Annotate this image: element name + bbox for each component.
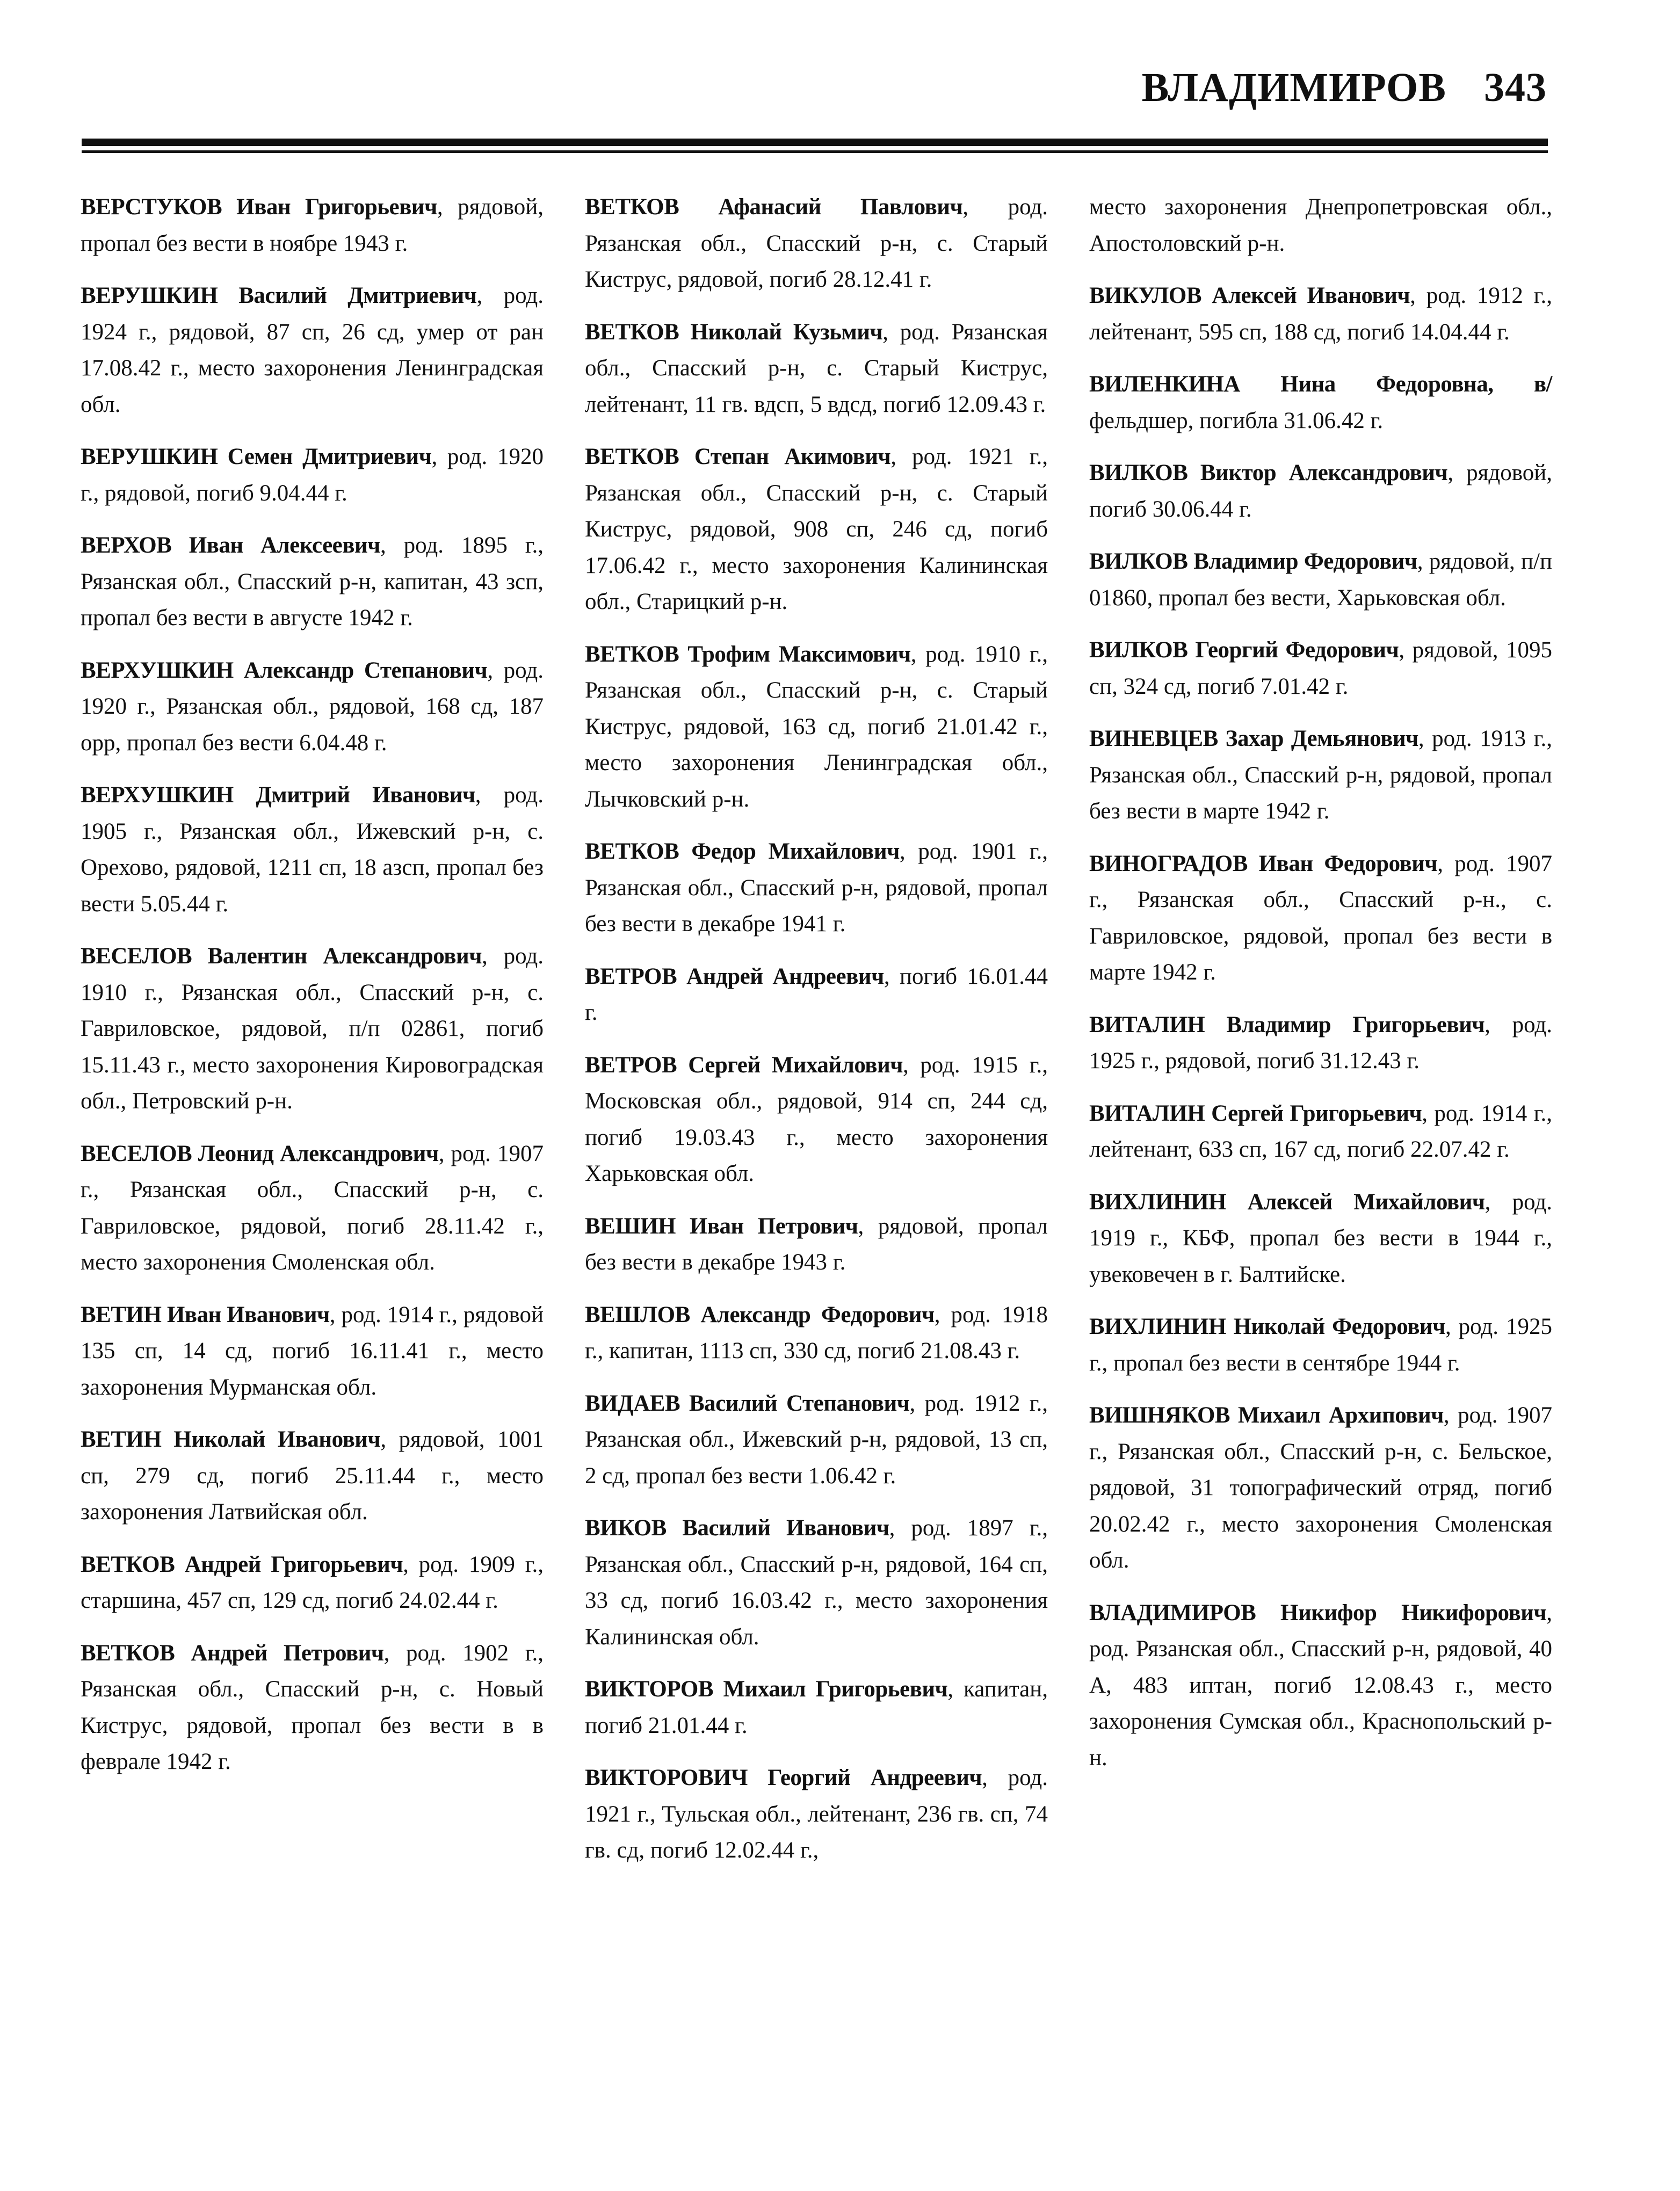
list-item [81, 1421, 544, 1530]
entry-name: ВЕШИН Иван Петрович [585, 1213, 858, 1239]
entry-details: , род. 1902 г., Рязанская обл., Спасский р-н, с. Новый Киструс, рядовой, пропал без вести в в феврале 1942 г. [81, 1640, 544, 1774]
list-item [81, 938, 544, 1120]
entry-details: фельдшер, погибла 31.06.42 г. [1089, 408, 1384, 433]
entry-name: ВИНЕВЦЕВ Захар Демьянович [1089, 726, 1418, 751]
entry-details: , рядовой, п/п 01860, пропал без вести, Харьковская обл. [1089, 549, 1552, 611]
list-item [585, 1047, 1048, 1192]
entry-name: ВЛАДИМИРОВ Никифор Никифорович [1089, 1600, 1547, 1626]
entry-name: ВЕТИН Николай Иванович [81, 1427, 381, 1452]
list-item [585, 1297, 1048, 1369]
list-item [81, 189, 544, 262]
list-item [585, 1671, 1048, 1744]
entry-name: ВЕТКОВ Андрей Петрович [81, 1640, 384, 1666]
entry-details: , род. 1921 г., Рязанская обл., Спасский р-н, с. Старый Киструс, рядовой, 908 сп, 246 сд, погиб 17.06.42 г., место захоронения Калининская обл., Старицкий р-н. [585, 444, 1048, 614]
entry-name: ВЕРУШКИН Семен Дмитриевич [81, 444, 432, 469]
entry-details: , род. 1907 г., Рязанская обл., Спасский р-н., с. Гавриловское, рядовой, пропал без вести в марте 1942 г. [1089, 851, 1552, 985]
list-item [585, 1385, 1048, 1494]
list-item [1089, 1096, 1552, 1168]
list-item [585, 833, 1048, 942]
entry-details: , род. 1918 г., капитан, 1113 сп, 330 сд, погиб 21.08.43 г. [585, 1302, 1048, 1363]
entry-name: ВЕТКОВ Трофим Максимович [585, 641, 911, 667]
entry-name: ВИЛЕНКИНА Нина Федоровна, в/ [1089, 372, 1552, 397]
entry-details: , род. 1907 г., Рязанская обл., Спасский р-н, с. Гавриловское, рядовой, погиб 28.11.42 г., место захоронения Смоленская обл. [81, 1141, 544, 1275]
entry-details: , род. Рязанская обл., Спасский р-н, с. Старый Киструс, рядовой, погиб 28.12.41 г. [585, 194, 1048, 292]
entry-name: ВЕТКОВ Андрей Григорьевич [81, 1551, 403, 1577]
list-item [585, 1510, 1048, 1655]
entry-details: , род. 1912 г., Рязанская обл., Ижевский р-н, рядовой, 13 сп, 2 сд, пропал без вести 1.06.42 г. [585, 1390, 1048, 1489]
list-item [585, 959, 1048, 1031]
list-item [1089, 1309, 1552, 1381]
entry-details: , род. 1915 г., Московская обл., рядовой, 914 сп, 244 сд, погиб 19.03.43 г., место захоронения Харьковская обл. [585, 1052, 1048, 1186]
entry-details: , род. 1920 г., рядовой, погиб 9.04.44 г. [81, 444, 544, 506]
list-item [1089, 278, 1552, 350]
entry-details: , род. 1925 г., пропал без вести в сентябре 1944 г. [1089, 1314, 1552, 1376]
list-item [585, 1208, 1048, 1281]
entry-details: , род. 1897 г., Рязанская обл., Спасский р-н, рядовой, 164 сп, 33 сд, погиб 16.03.42 г., место захоронения Калининская обл. [585, 1515, 1048, 1650]
entry-details: , рядовой, пропал без вести в декабре 1943 г. [585, 1213, 1048, 1275]
list-item [1089, 721, 1552, 830]
entry-details: , род. 1905 г., Рязанская обл., Ижевский р-н, с. Орехово, рядовой, 1211 сп, 18 азсп, пропал без вести 5.05.44 г. [81, 782, 544, 917]
entry-name: ВИНОГРАДОВ Иван Федорович [1089, 851, 1438, 876]
entry-details: , род. 1921 г., Тульская обл., лейтенант, 236 гв. сп, 74 гв. сд, погиб 12.02.44 г., [585, 1765, 1048, 1863]
entry-name: ВЕРХУШКИН Александр Степанович [81, 657, 488, 683]
header-rule-thin [82, 150, 1548, 153]
entry-details: , род. 1913 г., Рязанская обл., Спасский р-н, рядовой, пропал без вести в марте 1942 г. [1089, 726, 1552, 824]
list-item [1089, 1007, 1552, 1079]
list-item [1089, 846, 1552, 991]
list-item [1089, 632, 1552, 705]
entry-details: , род. 1901 г., Рязанская обл., Спасский р-н, рядовой, пропал без вести в декабре 1941 г. [585, 839, 1048, 937]
entry-name: ВЕТКОВ Степан Акимович [585, 444, 891, 469]
entry-name: ВЕТКОВ Афанасий Павлович [585, 194, 963, 220]
entry-name: ВЕТРОВ Сергей Михайлович [585, 1052, 903, 1078]
entry-details: , род. 1912 г., лейтенант, 595 сп, 188 сд, погиб 14.04.44 г. [1089, 283, 1552, 345]
entry-name: ВИЛКОВ Георгий Федорович [1089, 637, 1399, 663]
entry-details: , рядовой, 1095 сп, 324 сд, погиб 7.01.42 г. [1089, 637, 1552, 699]
list-item [1089, 189, 1552, 262]
entry-name: ВИКОВ Василий Иванович [585, 1515, 889, 1541]
entry-name: ВИЛКОВ Виктор Александрович [1089, 460, 1448, 485]
list-item [1089, 543, 1552, 616]
entry-name: ВЕТКОВ Николай Кузьмич [585, 319, 883, 345]
entry-name: ВЕТКОВ Федор Михайлович [585, 839, 900, 864]
list-item [1089, 1595, 1552, 1776]
header-rule-thick [82, 139, 1548, 146]
list-item [81, 1136, 544, 1281]
entry-name: ВИШНЯКОВ Михаил Архипович [1089, 1403, 1444, 1428]
list-item [585, 314, 1048, 423]
entry-name: ВЕРСТУКОВ Иван Григорьевич [81, 194, 437, 220]
list-item [81, 527, 544, 636]
entry-name: ВЕРУШКИН Василий Дмитриевич [81, 283, 477, 308]
entry-details: , род. 1909 г., старшина, 457 сп, 129 сд, погиб 24.02.44 г. [81, 1551, 544, 1613]
running-head [1142, 64, 1547, 111]
entry-name: ВИТАЛИН Сергей Григорьевич [1089, 1100, 1422, 1126]
entry-name: ВЕРХУШКИН Дмитрий Иванович [81, 782, 475, 808]
list-item [81, 439, 544, 511]
list-item [1089, 1397, 1552, 1579]
entry-name: ВЕТРОВ Андрей Андреевич [585, 963, 884, 989]
entry-name: ВИЛКОВ Владимир Федорович [1089, 549, 1417, 574]
text-columns [81, 189, 1552, 1885]
entry-details: , род. 1924 г., рядовой, 87 сп, 26 сд, умер от ран 17.08.42 г., место захоронения Ленинградская обл. [81, 283, 544, 417]
entry-details: , род. 1914 г., рядовой 135 сп, 14 сд, погиб 16.11.41 г., место захоронения Мурманская обл. [81, 1302, 544, 1400]
list-item [81, 1297, 544, 1406]
entry-details: , род. 1895 г., Рязанская обл., Спасский р-н, капитан, 43 зсп, пропал без вести в августе 1942 г. [81, 533, 544, 630]
column-1 [81, 189, 544, 1885]
entry-name: ВИХЛИНИН Алексей Михайлович [1089, 1189, 1485, 1215]
entry-name: ВИТАЛИН Владимир Григорьевич [1089, 1012, 1485, 1038]
list-item [1089, 455, 1552, 527]
list-item [585, 439, 1048, 620]
entry-details: , род. 1920 г., Рязанская обл., рядовой, 168 сд, 187 орр, пропал без вести 6.04.48 г. [81, 657, 544, 756]
entry-name: ВИКУЛОВ Алексей Иванович [1089, 283, 1410, 308]
entry-name: ВЕСЕЛОВ Леонид Александрович [81, 1141, 439, 1166]
entry-details: , род. Рязанская обл., Спасский р-н, рядовой, 40 А, 483 иптан, погиб 12.08.43 г., место захоронения Сумская обл., Краснопольский р-н. [1089, 1600, 1552, 1771]
running-head-title: ВЛАДИМИРОВ [1141, 65, 1446, 110]
list-item [81, 278, 544, 423]
list-item [1089, 366, 1552, 439]
entry-details: , рядовой, пропал без вести в ноябре 1943 г. [81, 194, 544, 256]
entry-details: , род. 1910 г., Рязанская обл., Спасский р-н, с. Гавриловское, рядовой, п/п 02861, погиб 15.11.43 г., место захоронения Кировоградская обл., Петровский р-н. [81, 944, 544, 1114]
entry-name: ВИХЛИНИН Николай Федорович [1089, 1314, 1445, 1339]
entry-details: , рядовой, 1001 сп, 279 сд, погиб 25.11.44 г., место захоронения Латвийская обл. [81, 1427, 544, 1525]
entry-name: ВЕСЕЛОВ Валентин Александрович [81, 944, 482, 969]
list-item [81, 1547, 544, 1619]
entry-details: , род. 1914 г., лейтенант, 633 сп, 167 сд, погиб 22.07.42 г. [1089, 1100, 1552, 1162]
entry-name: ВЕРХОВ Иван Алексеевич [81, 533, 380, 558]
entry-details: , рядовой, погиб 30.06.44 г. [1089, 460, 1552, 522]
list-item [585, 1760, 1048, 1869]
list-item [81, 777, 544, 922]
list-item [1089, 1184, 1552, 1293]
entry-details: , род. 1919 г., КБФ, пропал без вести в 1944 г., увековечен в г. Балтийске. [1089, 1189, 1552, 1287]
list-item [585, 636, 1048, 818]
page-number: 343 [1484, 65, 1547, 110]
list-item [81, 1635, 544, 1780]
entry-details: , род. Рязанская обл., Спасский р-н, с. Старый Киструс, лейтенант, 11 гв. вдсп, 5 вдсд, погиб 12.09.43 г. [585, 319, 1048, 417]
list-item [81, 652, 544, 761]
list-item [585, 189, 1048, 298]
entry-details: место захоронения Днепропетровская обл., Апостоловский р-н. [1089, 194, 1552, 256]
entry-details: , род. 1907 г., Рязанская обл., Спасский р-н, с. Бельское, рядовой, 31 топографический отряд, погиб 20.02.42 г., место захоронения Смоленская обл. [1089, 1403, 1552, 1573]
entry-details: , род. 1910 г., Рязанская обл., Спасский р-н, с. Старый Киструс, рядовой, 163 сд, погиб 21.01.42 г., место захоронения Ленинградская обл., Лычковский р-н. [585, 641, 1048, 812]
entry-details: , погиб 16.01.44 г. [585, 963, 1048, 1025]
column-3 [1089, 189, 1552, 1885]
column-2 [585, 189, 1048, 1885]
entry-name: ВИКТОРОВИЧ Георгий Андреевич [585, 1765, 982, 1790]
entry-name: ВИДАЕВ Василий Степанович [585, 1390, 910, 1416]
entry-name: ВЕТИН Иван Иванович [81, 1302, 330, 1327]
entry-name: ВИКТОРОВ Михаил Григорьевич [585, 1677, 948, 1702]
entry-name: ВЕШЛОВ Александр Федорович [585, 1302, 935, 1327]
entry-details: , капитан, погиб 21.01.44 г. [585, 1677, 1048, 1738]
entry-details: , род. 1925 г., рядовой, погиб 31.12.43 г. [1089, 1012, 1552, 1073]
